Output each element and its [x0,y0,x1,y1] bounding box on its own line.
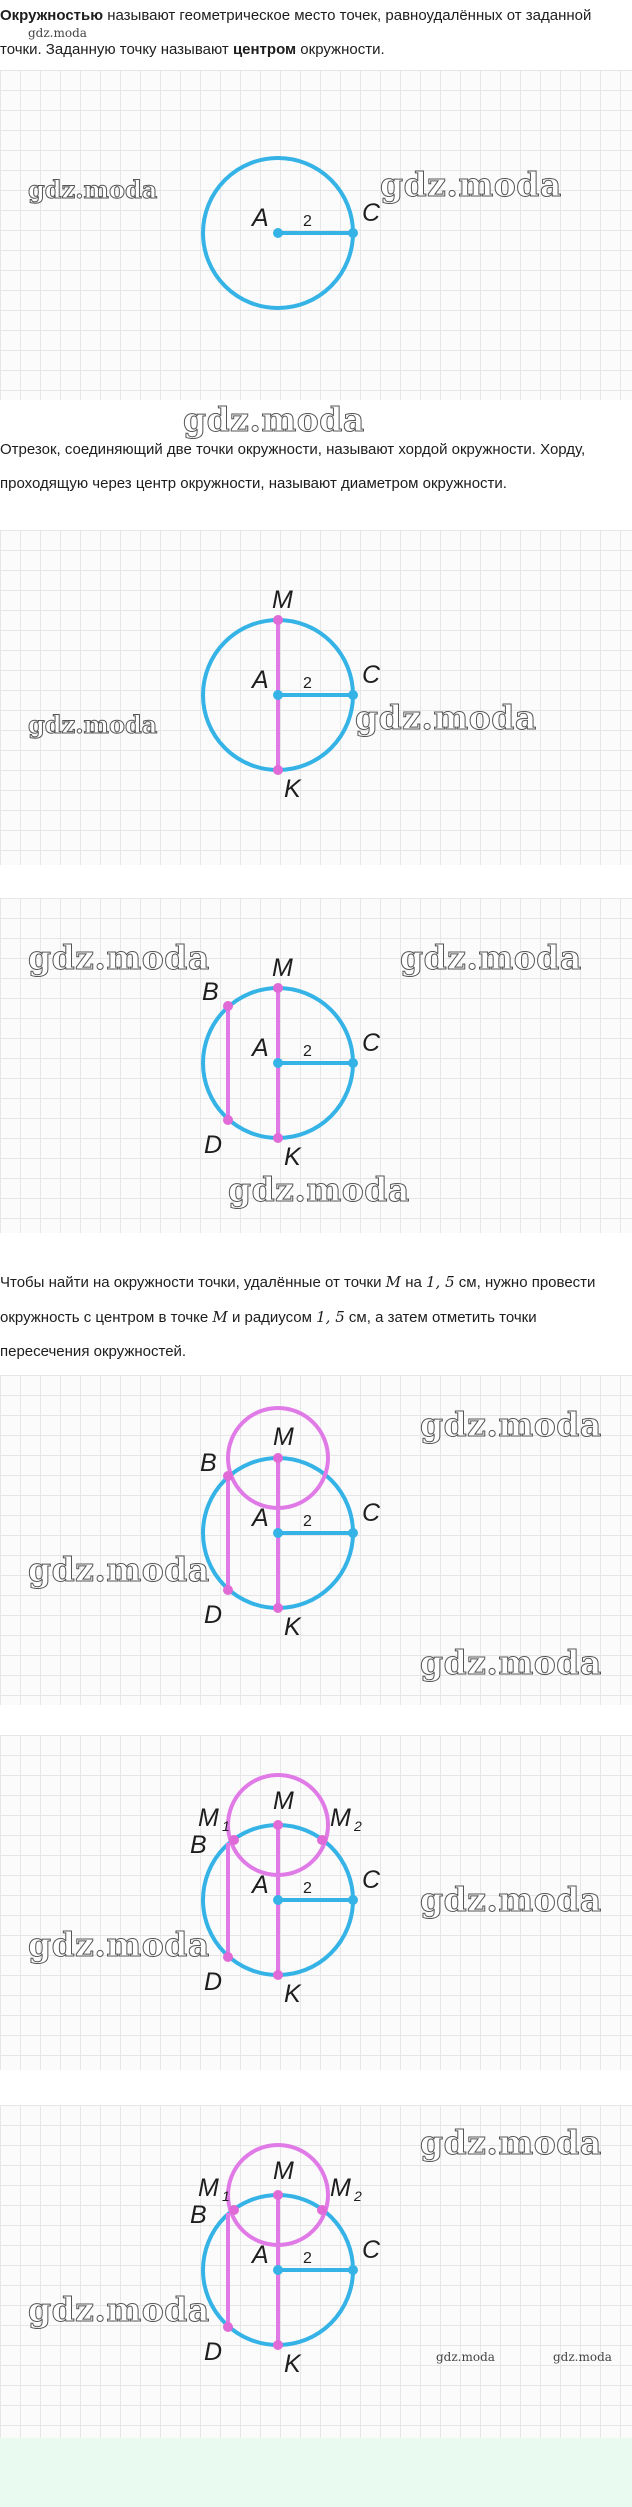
label-c: C [362,2236,381,2264]
text-part: на [401,1274,426,1291]
definition-text: называют геометрическое место точек, равноудалённых от заданной точки. Заданную точку называют [0,7,592,58]
label-d: D [204,1968,223,1996]
point-k [273,1970,283,1980]
label-radius: 2 [303,1513,312,1530]
point-c [348,1528,358,1538]
point-c [348,2265,358,2275]
watermark: gdz.moda [28,26,87,40]
point-d [223,1952,233,1962]
watermark: gdz.moda [355,698,537,737]
point-m [273,615,283,625]
label-m: M [273,1787,294,1815]
watermark: gdz.moda [28,938,210,977]
label-a: A [252,2241,269,2269]
figure-1-svg [0,70,632,400]
point-m2 [317,1835,327,1845]
label-b: B [200,1449,217,1477]
label-a: A [252,666,269,694]
label-c: C [362,199,381,227]
text-part: и радиусом [227,1309,317,1326]
label-k: K [284,1143,301,1171]
point-c [348,228,358,238]
math-m: M [212,1308,228,1326]
point-d [223,1585,233,1595]
construction-instructions [0,1265,620,1369]
label-m1-subscript: 1 [222,2188,230,2204]
point-c [348,1058,358,1068]
label-d: D [204,2338,223,2366]
label-a: A [252,1504,269,1532]
label-d: D [204,1131,223,1159]
watermark: gdz.moda [380,165,562,204]
label-m1: M [198,2174,219,2202]
label-m2: M [330,1804,351,1832]
point-k [273,1133,283,1143]
point-m [273,983,283,993]
label-radius: 2 [303,1880,312,1897]
figure-2-svg [0,530,632,865]
label-m1-subscript: 1 [222,1818,230,1834]
point-m1 [229,1835,239,1845]
figure-circle-m [0,1375,632,1705]
point-m2 [317,2205,327,2215]
point-k [273,765,283,775]
point-m [273,2190,283,2200]
point-m [273,1453,283,1463]
watermark: gdz.moda [183,400,365,439]
definition-end: окружности. [296,41,385,58]
label-c: C [362,1866,381,1894]
point-m [273,1820,283,1830]
label-m1: M [198,1804,219,1832]
label-a: A [252,1034,269,1062]
label-k: K [284,1613,301,1641]
figure-circle-radius [0,70,632,400]
label-m2-subscript: 2 [354,1818,362,1834]
point-b [223,1001,233,1011]
label-radius: 2 [303,1043,312,1060]
watermark: gdz.moda [420,1880,602,1919]
text-part: см, нужно провести окружность с центром в точке [0,1274,596,1326]
label-b: B [202,978,219,1006]
definition-circle [0,0,620,67]
point-b [223,1471,233,1481]
label-radius: 2 [303,675,312,692]
label-radius: 2 [303,213,312,230]
watermark: gdz.moda [420,1643,602,1682]
figure-chord-bd [0,898,632,1233]
watermark: gdz.moda [420,2123,602,2162]
label-m: M [273,2157,294,2185]
watermark: gdz.moda [553,2350,612,2364]
label-m2-subscript: 2 [354,2188,362,2204]
watermark: gdz.moda [28,1550,210,1589]
point-a [273,1895,283,1905]
math-m: M [385,1273,402,1291]
label-a: A [252,204,269,232]
label-c: C [362,661,381,689]
point-d [223,1115,233,1125]
label-m: M [272,954,293,982]
label-k: K [284,2350,301,2378]
point-a [273,690,283,700]
figure-points-m1-m2 [0,1735,632,2070]
label-a: A [252,1871,269,1899]
point-a [273,1528,283,1538]
figure-diameter [0,530,632,865]
watermark: gdz.moda [28,2290,210,2329]
math-value: 1, 5 [316,1308,345,1326]
point-m1 [229,2205,239,2215]
term-circle: Окружностью [0,7,104,24]
label-b: B [190,2201,207,2229]
text-part: см, а затем отметить точки пересечения окружностей. [0,1309,537,1360]
watermark: gdz.moda [420,1405,602,1444]
point-a [273,2265,283,2275]
term-center: центром [232,41,297,58]
watermark: gdz.moda [28,710,158,739]
definition-chord: Отрезок, соединяющий две точки окружности, называют хордой окружности. Хорду, проходящую через центр окружности, называют диаметром окружности. [0,441,586,492]
label-m2: M [330,2174,351,2202]
math-value: 1, 5 [426,1273,455,1291]
watermark: gdz.moda [228,1170,410,1209]
label-c: C [362,1029,381,1057]
watermark: gdz.moda [28,175,158,204]
label-d: D [204,1601,223,1629]
label-b: B [190,1831,207,1859]
point-k [273,2340,283,2350]
watermark: gdz.moda [28,1925,210,1964]
label-radius: 2 [303,2250,312,2267]
bottom-bar [0,2438,632,2507]
point-c [348,1895,358,1905]
point-a [273,1058,283,1068]
watermark: gdz.moda [400,938,582,977]
text-part: Чтобы найти на окружности точки, удалённые от точки [0,1274,386,1291]
label-k: K [284,775,301,803]
label-c: C [362,1499,381,1527]
point-k [273,1603,283,1613]
label-k: K [284,1980,301,2008]
point-d [223,2322,233,2332]
label-m: M [273,1423,294,1451]
figure-final [0,2105,632,2438]
label-m: M [272,586,293,614]
watermark: gdz.moda [436,2350,495,2364]
point-a [273,228,283,238]
